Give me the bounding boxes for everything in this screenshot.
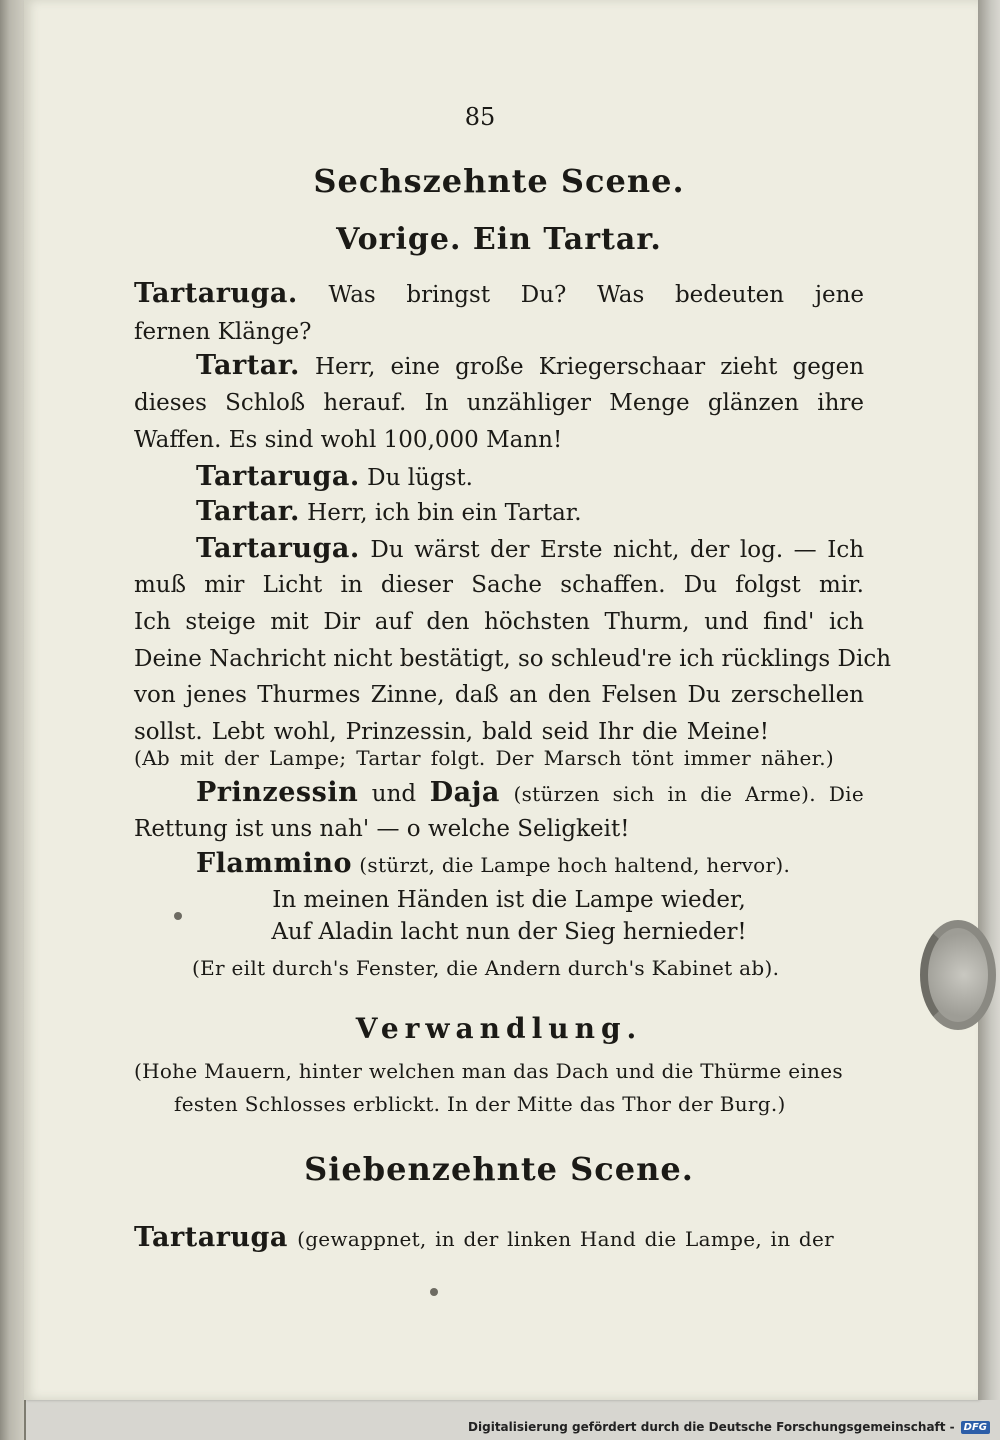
- ink-spot: [430, 1288, 438, 1296]
- dialogue-text: Du wärst der Erste nicht, der log. — Ich: [370, 537, 865, 563]
- stage-direction-inline: (gewappnet, in der linken Hand die Lampe, in der: [297, 1227, 834, 1251]
- speaker-name: Tartaruga.: [134, 278, 298, 309]
- speaker-name: Tartar.: [196, 496, 300, 527]
- dialogue-continuation: fernen Klänge?: [134, 319, 312, 345]
- dialogue-line: [196, 848, 926, 881]
- dialogue-text: Was bringst Du? Was bedeuten jene: [328, 282, 864, 308]
- stage-direction: (Ab mit der Lampe; Tartar folgt. Der Marsch tönt immer näher.): [134, 746, 834, 770]
- dialogue-continuation: muß mir Licht in dieser Sache schaffen. Du folgst mir.: [134, 572, 864, 598]
- verse-line: Auf Aladin lacht nun der Sieg hernieder!: [271, 919, 747, 945]
- ink-spot: [174, 912, 182, 920]
- speaker-name: Tartar.: [196, 350, 300, 381]
- dialogue-continuation: Deine Nachricht nicht bestätigt, so schleud're ich rücklings Dich: [134, 646, 892, 672]
- dialogue-line: [134, 1222, 834, 1255]
- dialogue-line: [196, 461, 926, 494]
- book-gutter: [0, 0, 26, 1440]
- conjunction: und: [371, 781, 417, 807]
- page-edge-shadow: [978, 0, 1000, 1400]
- dialogue-line: [196, 496, 926, 529]
- dialogue-text: Du lügst.: [367, 465, 473, 491]
- transformation-title: Verwandlung.: [355, 1012, 643, 1045]
- dialogue-line: [196, 777, 864, 810]
- dialogue-line: [196, 533, 864, 566]
- scene-title-17: Siebenzehnte Scene.: [304, 1150, 694, 1188]
- book-page: [24, 0, 978, 1400]
- dialogue-continuation: sollst. Lebt wohl, Prinzessin, bald seid Ihr die Meine!: [134, 719, 769, 745]
- speaker-name: Prinzessin: [196, 777, 359, 808]
- speaker-name: Flammino: [196, 848, 352, 879]
- dialogue-line: [196, 350, 864, 383]
- dialogue-text: Herr, eine große Kriegerschaar zieht gegen: [314, 354, 865, 380]
- stage-description: festen Schlosses erblickt. In der Mitte das Thor der Burg.): [174, 1092, 786, 1116]
- scene-subtitle-16: Vorige. Ein Tartar.: [336, 222, 662, 257]
- dialogue-continuation: Waffen. Es sind wohl 100,000 Mann!: [134, 427, 563, 453]
- dialogue-line: [134, 278, 864, 311]
- stage-description: (Hohe Mauern, hinter welchen man das Dach und die Thürme eines: [134, 1059, 843, 1083]
- verse-line: In meinen Händen ist die Lampe wieder,: [272, 887, 746, 913]
- funding-footer: [468, 1420, 990, 1434]
- dfg-logo: DFG: [961, 1421, 990, 1434]
- dialogue-continuation: dieses Schloß herauf. In unzähliger Menge glänzen ihre: [134, 390, 864, 416]
- stage-direction-inline: (stürzen sich in die Arme). Die: [513, 782, 864, 806]
- speaker-name: Tartaruga.: [196, 533, 360, 564]
- speaker-name: Tartaruga.: [196, 461, 360, 492]
- stage-direction: (Er eilt durch's Fenster, die Andern durch's Kabinet ab).: [192, 956, 780, 980]
- dialogue-continuation: Ich steige mit Dir auf den höchsten Thurm, und find' ich: [134, 609, 864, 635]
- speaker-name: Tartaruga: [134, 1222, 288, 1253]
- dialogue-continuation: von jenes Thurmes Zinne, daß an den Felsen Du zerschellen: [134, 682, 864, 708]
- dialogue-continuation: Rettung ist uns nah' — o welche Seligkeit!: [134, 816, 630, 842]
- footer-text: Digitalisierung gefördert durch die Deutsche Forschungsgemeinschaft -: [468, 1420, 955, 1434]
- binder-clip: [920, 920, 996, 1030]
- dialogue-text: Herr, ich bin ein Tartar.: [307, 500, 582, 526]
- speaker-name: Daja: [429, 777, 500, 808]
- stage-direction-inline: (stürzt, die Lampe hoch haltend, hervor).: [359, 853, 791, 877]
- scene-title-16: Sechszehnte Scene.: [313, 162, 685, 200]
- page-number: 85: [464, 103, 496, 131]
